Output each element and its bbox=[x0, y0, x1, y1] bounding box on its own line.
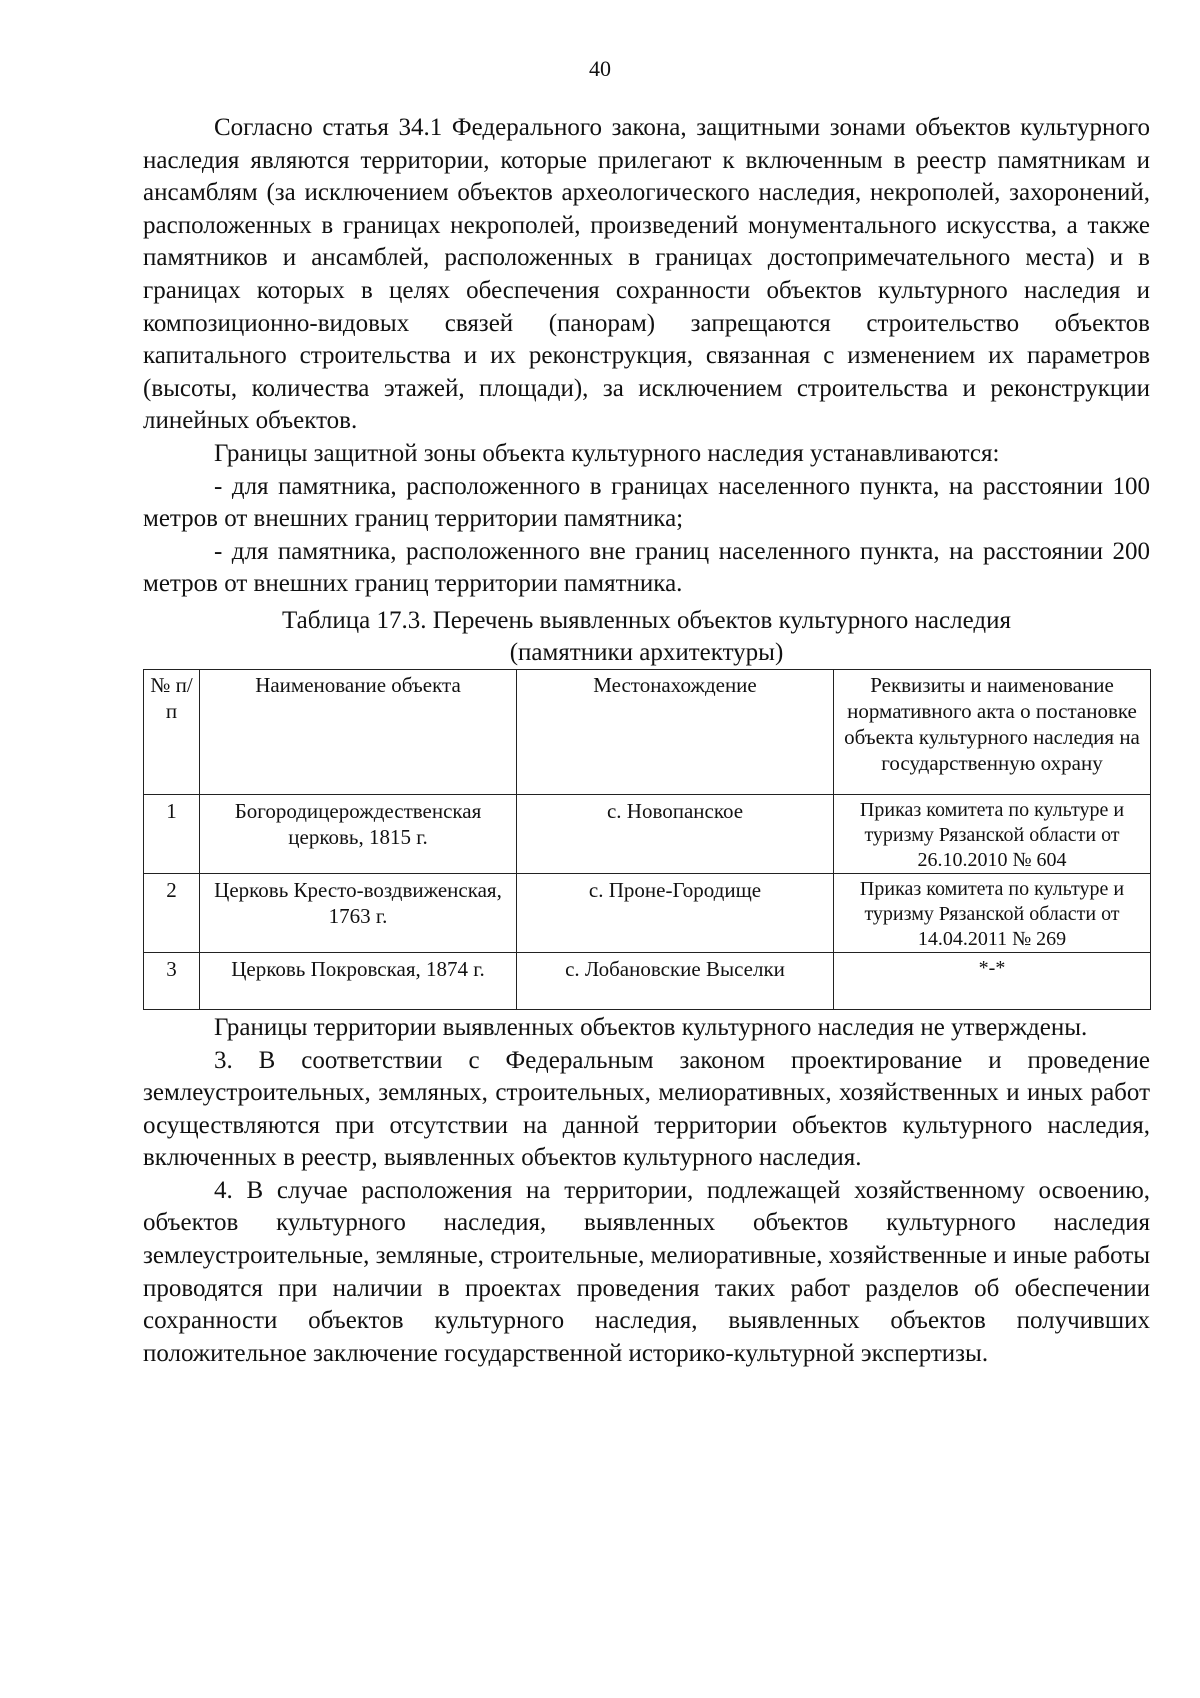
cell-location: с. Лобановские Выселки bbox=[517, 952, 834, 1009]
table-row bbox=[144, 952, 1151, 1009]
cell-location: с. Новопанское bbox=[517, 794, 834, 873]
paragraph-boundaries-not-approved: Границы территории выявленных объектов культурного наследия не утверждены. bbox=[214, 1013, 1088, 1041]
table-caption bbox=[143, 605, 1150, 669]
header-location: Местонахождение bbox=[517, 669, 834, 794]
paragraph-within-settlement: - для памятника, расположенного в границах населенного пункта, на расстоянии 100 метров от внешних границ территории памятника; bbox=[143, 472, 1150, 533]
header-normative-act: Реквизиты и наименование нормативного акта о постановке объекта культурного наследия на государственную охрану bbox=[834, 669, 1151, 794]
table-row bbox=[144, 794, 1151, 873]
table-header-row bbox=[144, 669, 1151, 794]
paragraph-protective-zones: Согласно статья 34.1 Федерального закона, защитными зонами объектов культурного наследия являются территории, которые прилегают к включенным в реестр памятникам и ансамблям (за исключением объектов археологического наследия, некрополей, захоронений, расположенных в границах некрополей, произведений монументального искусства, а также памятников и ансамблей, расположенных в границах достопримечательного места) и в границах которых в целях обеспечения сохранности объектов культурного наследия и композиционно-видовых связей (панорам) запрещаются строительство объектов капитального строительства и их реконструкция, связанная с изменением их параметров (высоты, количества этажей, площади), за исключением строительства и реконструкции линейных объектов. bbox=[143, 114, 1150, 435]
cell-number: 3 bbox=[144, 952, 200, 1009]
cell-normative-act: *-* bbox=[834, 952, 1151, 1009]
table-caption-subtitle: (памятники архитектуры) bbox=[509, 638, 784, 666]
header-number: № п/п bbox=[144, 669, 200, 794]
paragraph-item-3: 3. В соответствии с Федеральным законом проектирование и проведение землеустроительных, земляных, строительных, мелиоративных, хозяйственных и иных работ осуществляются при отсутствии на данной территории объектов культурного наследия, включенных в реестр, выявленных объектов культурного наследия. bbox=[143, 1046, 1150, 1172]
cell-number: 2 bbox=[144, 873, 200, 952]
cell-object-name: Церковь Покровская, 1874 г. bbox=[200, 952, 517, 1009]
paragraph-zone-boundaries: Границы защитной зоны объекта культурного наследия устанавливаются: bbox=[214, 439, 1000, 467]
header-object-name: Наименование объекта bbox=[200, 669, 517, 794]
page-number: 40 bbox=[589, 56, 611, 81]
cell-number: 1 bbox=[144, 794, 200, 873]
paragraph-outside-settlement: - для памятника, расположенного вне границ населенного пункта, на расстоянии 200 метров от внешних границ территории памятника. bbox=[143, 537, 1150, 598]
cell-object-name: Церковь Кресто-воздвиженская, 1763 г. bbox=[200, 873, 517, 952]
table-row bbox=[144, 873, 1151, 952]
cell-normative-act: Приказ комитета по культуре и туризму Рязанской области от 14.04.2011 № 269 bbox=[834, 873, 1151, 952]
table-caption-title: Таблица 17.3. Перечень выявленных объектов культурного наследия bbox=[282, 606, 1011, 634]
document-body bbox=[143, 112, 1150, 1370]
cell-normative-act: Приказ комитета по культуре и туризму Рязанской области от 26.10.2010 № 604 bbox=[834, 794, 1151, 873]
heritage-objects-table bbox=[143, 669, 1151, 1010]
cell-location: с. Проне-Городище bbox=[517, 873, 834, 952]
cell-object-name: Богородицерождественская церковь, 1815 г. bbox=[200, 794, 517, 873]
paragraph-item-4: 4. В случае расположения на территории, подлежащей хозяйственному освоению, объектов культурного наследия, выявленных объектов культурного наследия землеустроительные, земляные, строительные, мелиоративные, хозяйственные и иные работы проводятся при наличии в проектах проведения таких работ разделов об обеспечении сохранности объектов культурного наследия, выявленных объектов получивших положительное заключение государственной историко-культурной экспертизы. bbox=[143, 1176, 1150, 1367]
